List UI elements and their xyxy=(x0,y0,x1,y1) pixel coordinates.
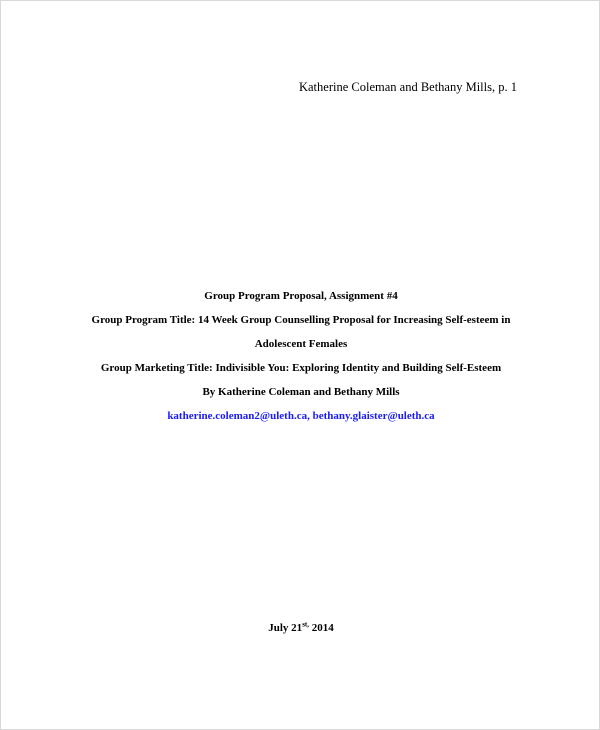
date-line xyxy=(1,622,600,634)
byline: By Katherine Coleman and Bethany Mills xyxy=(202,386,400,398)
email-link-katherine[interactable]: katherine.coleman2@uleth.ca xyxy=(167,410,308,422)
running-header: Katherine Coleman and Bethany Mills, p. 1 xyxy=(298,80,517,94)
date-ordinal-suffix: st, xyxy=(302,620,309,629)
program-title-line-2: Adolescent Females xyxy=(254,338,348,350)
email-line xyxy=(1,404,600,428)
marketing-title: Group Marketing Title: Indivisible You: Exploring Identity and Building Self-Esteem xyxy=(100,362,502,374)
title-block xyxy=(1,284,600,428)
date-year: 2014 xyxy=(309,622,334,634)
email-separator: , xyxy=(307,410,313,422)
date-month-day: July 21 xyxy=(268,622,303,634)
assignment-title: Group Program Proposal, Assignment #4 xyxy=(204,290,398,302)
program-title-line-1: Group Program Title: 14 Week Group Counselling Proposal for Increasing Self-esteem in xyxy=(91,314,511,326)
email-link-bethany[interactable]: bethany.glaister@uleth.ca xyxy=(312,410,435,422)
